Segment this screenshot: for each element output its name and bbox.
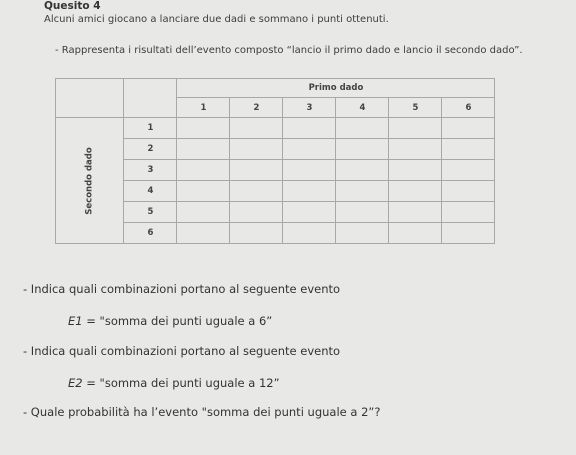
table-cell[interactable] bbox=[230, 223, 283, 244]
table-cell[interactable] bbox=[283, 118, 336, 139]
intro-text: Alcuni amici giocano a lanciare due dadi e sommano i punti ottenuti. bbox=[44, 14, 389, 25]
table-cell[interactable] bbox=[230, 118, 283, 139]
table-cell[interactable] bbox=[230, 181, 283, 202]
table-cell[interactable] bbox=[177, 223, 230, 244]
event-definition: = "somma dei punti uguale a 12” bbox=[82, 376, 280, 390]
table-cell[interactable] bbox=[177, 160, 230, 181]
column-header: 3 bbox=[283, 98, 336, 118]
question-event-e1: - Indica quali combinazioni portano al seguente evento bbox=[23, 282, 341, 296]
table-cell[interactable] bbox=[442, 160, 495, 181]
table-cell[interactable] bbox=[389, 202, 442, 223]
table-cell[interactable] bbox=[336, 160, 389, 181]
table-cell[interactable] bbox=[283, 181, 336, 202]
table-cell[interactable] bbox=[283, 160, 336, 181]
first-die-header: Primo dado bbox=[177, 79, 495, 98]
column-header: 1 bbox=[177, 98, 230, 118]
event-definition: = "somma dei punti uguale a 6” bbox=[82, 314, 273, 328]
table-cell[interactable] bbox=[230, 160, 283, 181]
table-cell[interactable] bbox=[336, 181, 389, 202]
formula-e1 bbox=[68, 314, 272, 328]
table-cell[interactable] bbox=[442, 118, 495, 139]
table-cell[interactable] bbox=[283, 223, 336, 244]
table-corner bbox=[124, 79, 177, 118]
table-cell[interactable] bbox=[389, 160, 442, 181]
row-header: 4 bbox=[124, 181, 177, 202]
table-cell[interactable] bbox=[442, 181, 495, 202]
row-header: 2 bbox=[124, 139, 177, 160]
event-variable: E2 bbox=[68, 376, 83, 390]
dice-outcomes-table bbox=[55, 78, 495, 244]
table-cell[interactable] bbox=[389, 223, 442, 244]
formula-e2 bbox=[68, 376, 280, 390]
table-cell[interactable] bbox=[177, 139, 230, 160]
second-die-header: Secondo dado bbox=[56, 118, 124, 244]
table-cell[interactable] bbox=[442, 202, 495, 223]
table-cell[interactable] bbox=[230, 139, 283, 160]
table-corner bbox=[56, 79, 124, 118]
table-cell[interactable] bbox=[336, 202, 389, 223]
table-cell[interactable] bbox=[336, 223, 389, 244]
table-cell[interactable] bbox=[177, 118, 230, 139]
question-event-e2: - Indica quali combinazioni portano al seguente evento bbox=[23, 344, 341, 358]
table-cell[interactable] bbox=[230, 202, 283, 223]
row-header: 3 bbox=[124, 160, 177, 181]
question-title: Quesito 4 bbox=[44, 0, 101, 12]
table-cell[interactable] bbox=[389, 118, 442, 139]
table-cell[interactable] bbox=[177, 202, 230, 223]
row-header: 5 bbox=[124, 202, 177, 223]
question-probability: - Quale probabilità ha l’evento "somma dei punti uguale a 2”? bbox=[23, 405, 381, 419]
task-dice-outcomes: - Rappresenta i risultati dell’evento composto “lancio il primo dado e lancio il secondo dado”. bbox=[55, 45, 523, 56]
table-cell[interactable] bbox=[442, 223, 495, 244]
table-cell[interactable] bbox=[177, 181, 230, 202]
table-cell[interactable] bbox=[389, 139, 442, 160]
event-variable: E1 bbox=[68, 314, 83, 328]
table-cell[interactable] bbox=[283, 139, 336, 160]
column-header: 5 bbox=[389, 98, 442, 118]
column-header: 2 bbox=[230, 98, 283, 118]
table-cell[interactable] bbox=[336, 139, 389, 160]
table-cell[interactable] bbox=[442, 139, 495, 160]
row-header: 1 bbox=[124, 118, 177, 139]
row-header: 6 bbox=[124, 223, 177, 244]
column-header: 6 bbox=[442, 98, 495, 118]
table-cell[interactable] bbox=[283, 202, 336, 223]
column-header: 4 bbox=[336, 98, 389, 118]
table-cell[interactable] bbox=[389, 181, 442, 202]
table-cell[interactable] bbox=[336, 118, 389, 139]
